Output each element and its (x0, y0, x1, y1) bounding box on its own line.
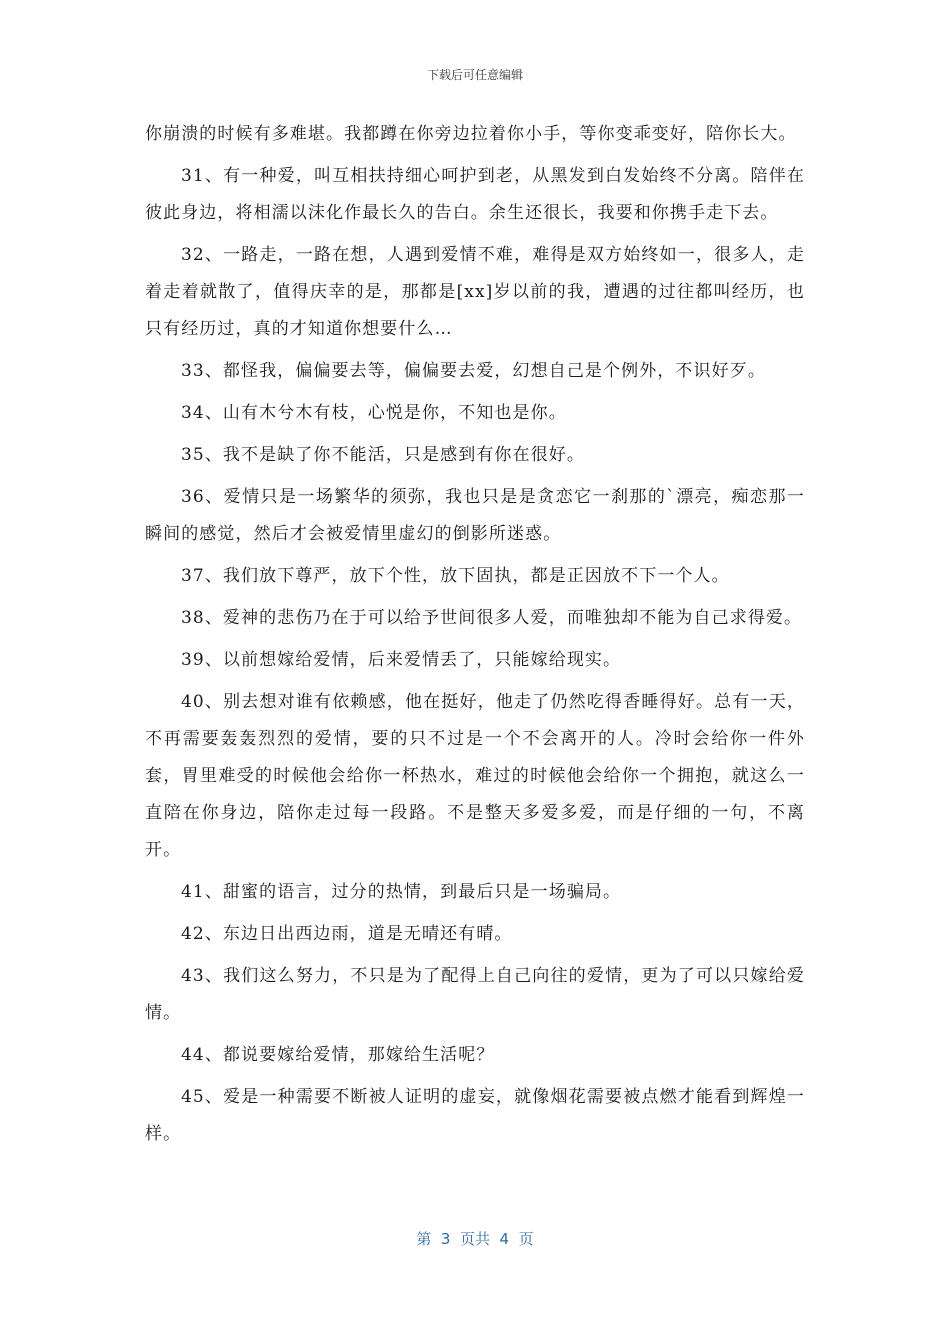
paragraph-36: 36、爱情只是一场繁华的须弥，我也只是是贪恋它一刹那的`漂亮，痴恋那一瞬间的感觉，然后才会被爱情里虚幻的倒影所迷惑。 (145, 487, 805, 544)
page-footer: 第 3 页共 4 页 (416, 1230, 534, 1248)
paragraph-39: 39、以前想嫁给爱情，后来爱情丢了，只能嫁给现实。 (181, 650, 622, 670)
page-header: 下载后可任意编辑 (426, 68, 523, 82)
paragraph-34: 34、山有木兮木有枝，心悦是你，不知也是你。 (181, 403, 567, 423)
paragraph-continuation: 你崩溃的时候有多难堪。我都蹲在你旁边拉着你小手，等你变乖变好，陪你长大。 (145, 124, 797, 144)
paragraph-32: 32、一路走，一路在想，人遇到爱情不难，难得是双方始终如一，很多人，走着走着就散了，值得庆幸的是，那都是[xx]岁以前的我，遭遇的过往都叫经历，也只有经历过，真的才知道你想要什么… (145, 245, 805, 339)
paragraph-43: 43、我们这么努力，不只是为了配得上自己向往的爱情，更为了可以只嫁给爱情。 (145, 966, 805, 1023)
paragraph-38: 38、爱神的悲伤乃在于可以给予世间很多人爱，而唯独却不能为自己求得爱。 (181, 608, 803, 628)
paragraph-45: 45、爱是一种需要不断被人证明的虚妄，就像烟花需要被点燃才能看到辉煌一样。 (145, 1087, 805, 1144)
paragraph-41: 41、甜蜜的语言，过分的热情，到最后只是一场骗局。 (181, 882, 622, 902)
paragraph-44: 44、都说要嫁给爱情，那嫁给生活呢？ (181, 1045, 495, 1065)
paragraph-35: 35、我不是缺了你不能活，只是感到有你在很好。 (181, 445, 585, 465)
paragraph-33: 33、都怪我，偏偏要去等，偏偏要去爱，幻想自己是个例外，不识好歹。 (181, 361, 766, 381)
paragraph-42: 42、东边日出西边雨，道是无晴还有晴。 (181, 924, 513, 944)
paragraph-40: 40、别去想对谁有依赖感，他在挺好，他走了仍然吃得香睡得好。总有一天，不再需要轰轰烈烈的爱情，要的只不过是一个不会离开的人。冷时会给你一件外套，胃里难受的时候他会给你一杯热水，难过的时候他会给你一个拥抱，就这么一直陪在你身边，陪你走过每一段路。不是整天多爱多爱，而是仔细的一句，不离开。 (145, 692, 805, 860)
paragraph-37: 37、我们放下尊严，放下个性，放下固执，都是正因放不下一个人。 (181, 566, 730, 586)
document-body (145, 116, 805, 1158)
paragraph-31: 31、有一种爱，叫互相扶持细心呵护到老，从黑发到白发始终不分离。陪伴在彼此身边，将相濡以沫化作最长久的告白。余生还很长，我要和你携手走下去。 (145, 166, 805, 223)
